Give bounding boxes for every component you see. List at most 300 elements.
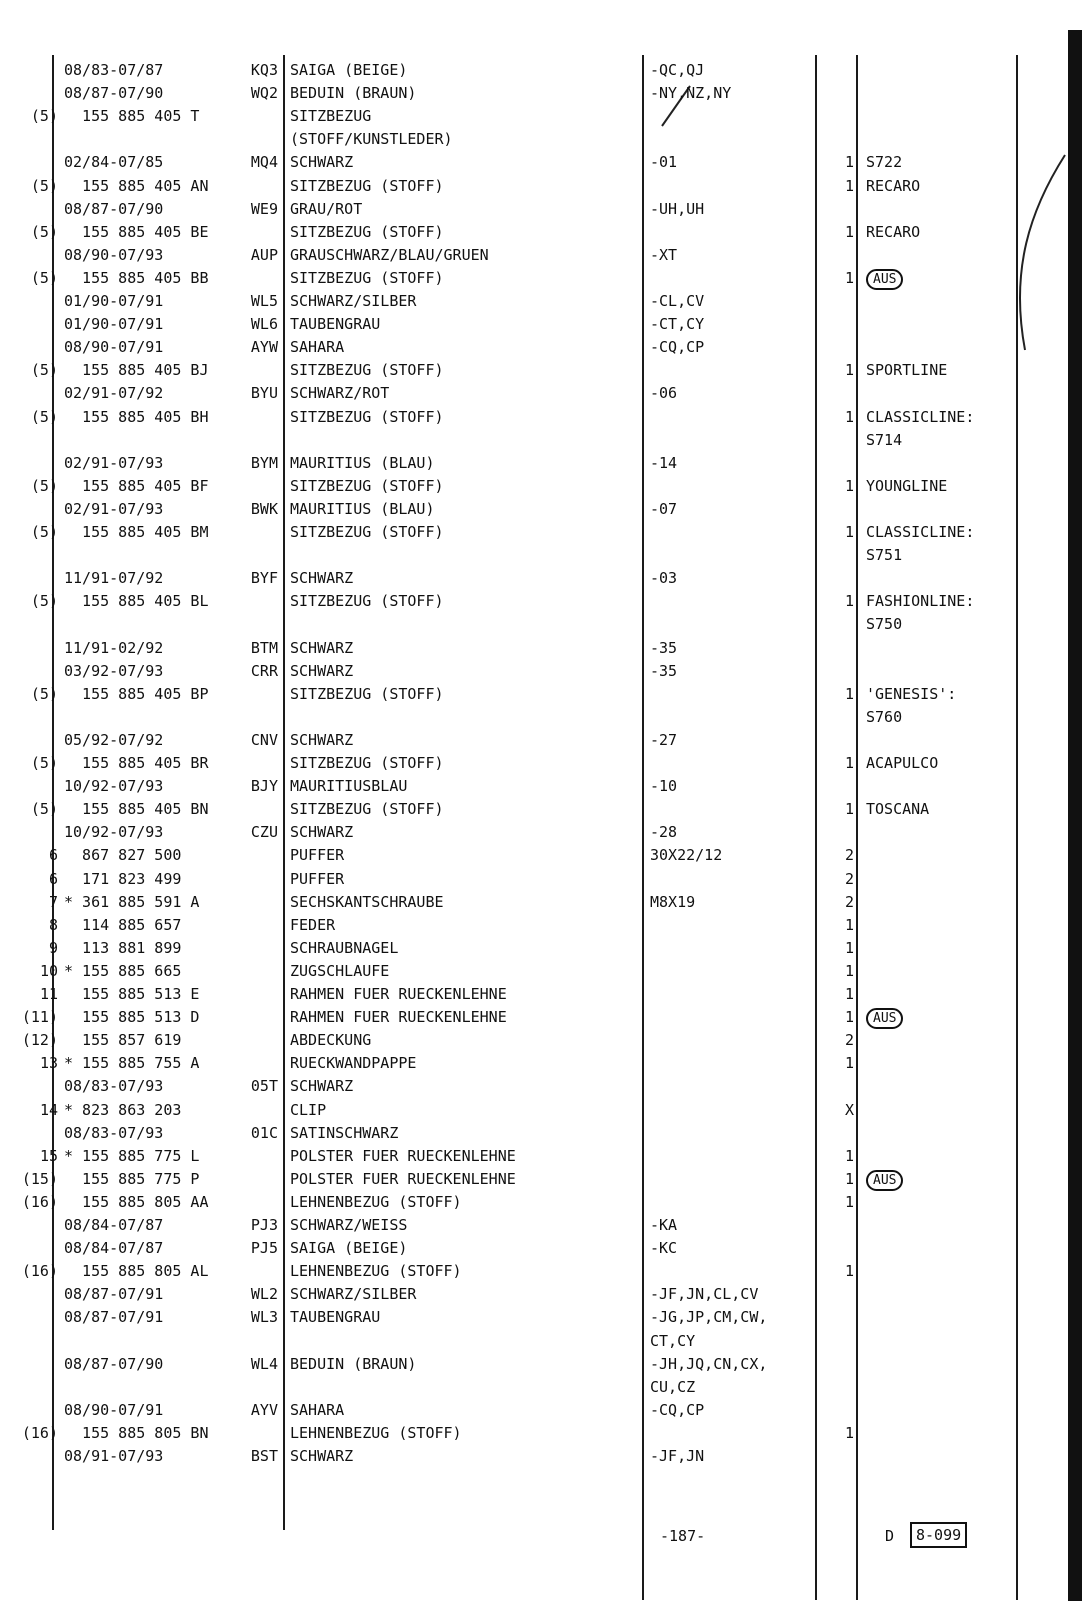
part-number-cell: * 155 885 665	[64, 961, 182, 980]
part-number-cell: 155 885 405 BN	[64, 800, 209, 819]
part-number-cell: 05/92-07/92	[64, 730, 164, 749]
description-cell: GRAU/ROT	[290, 199, 363, 218]
note-cell: S714	[866, 430, 903, 449]
note-cell: S722	[866, 153, 903, 172]
description-cell: MAURITIUS (BLAU)	[290, 453, 435, 472]
table-row	[0, 1145, 1060, 1168]
note-cell: CLASSICLINE:	[866, 407, 975, 426]
quantity-cell: 1	[844, 961, 854, 980]
table-row	[0, 429, 1060, 452]
position-cell: 6	[48, 846, 58, 865]
quantity-cell: 2	[844, 869, 854, 888]
quantity-cell: 1	[844, 684, 854, 703]
part-number-cell: 114 885 657	[64, 915, 182, 934]
remark-cell: -JF,JN	[650, 1447, 705, 1465]
quantity-cell: 1	[844, 153, 854, 172]
part-number-cell: 155 885 405 AN	[64, 176, 209, 195]
color-code-cell: 01C	[250, 1123, 278, 1142]
description-cell: SITZBEZUG (STOFF)	[290, 268, 444, 287]
part-number-cell: 08/90-07/91	[64, 338, 164, 357]
quantity-cell: 1	[844, 1054, 854, 1073]
description-cell: TAUBENGRAU	[290, 1308, 381, 1327]
part-number-cell: 08/83-07/93	[64, 1077, 164, 1096]
quantity-cell: 1	[844, 1146, 854, 1165]
table-row	[0, 1376, 1060, 1399]
remark-cell: -NY,NZ,NY	[650, 84, 732, 103]
quantity-cell: 1	[844, 985, 854, 1003]
remark-cell: -03	[650, 569, 678, 588]
table-row	[0, 151, 1060, 174]
remark-cell: M8X19	[650, 892, 696, 911]
table-row	[0, 244, 1060, 267]
table-row	[0, 198, 1060, 221]
table-row	[0, 1260, 1060, 1283]
part-number-cell: 155 885 405 BR	[64, 754, 209, 772]
part-number-cell: 155 885 405 BL	[64, 592, 209, 611]
table-row	[0, 637, 1060, 660]
description-cell: SECHSKANTSCHRAUBE	[290, 892, 444, 911]
description-cell: SITZBEZUG	[290, 107, 372, 126]
table-row	[0, 1006, 1060, 1029]
color-code-cell: CNV	[250, 730, 278, 749]
color-code-cell: AUP	[250, 245, 278, 264]
description-cell: SAHARA	[290, 338, 345, 357]
part-number-cell: 155 885 775 P	[64, 1169, 200, 1188]
description-cell: SITZBEZUG (STOFF)	[290, 222, 444, 241]
description-cell: BEDUIN (BRAUN)	[290, 1354, 417, 1373]
table-row	[0, 221, 1060, 244]
position-cell: (15)	[21, 1169, 58, 1188]
position-cell: 11	[39, 985, 58, 1003]
position-cell: (5)	[30, 800, 58, 819]
position-cell: (5)	[30, 176, 58, 195]
table-row	[0, 868, 1060, 891]
remark-cell: CU,CZ	[650, 1377, 696, 1396]
part-number-cell: 08/83-07/93	[64, 1123, 164, 1142]
description-cell: LEHNENBEZUG (STOFF)	[290, 1262, 462, 1281]
part-number-cell: 155 885 405 BE	[64, 222, 209, 241]
remark-cell: -JH,JQ,CN,CX,	[650, 1354, 768, 1373]
part-number-cell: 155 885 405 BF	[64, 476, 209, 495]
table-row	[0, 1214, 1060, 1237]
color-code-cell: PJ3	[250, 1216, 278, 1234]
position-cell: (5)	[30, 592, 58, 611]
table-row	[0, 1237, 1060, 1260]
color-code-cell: WE9	[250, 199, 278, 218]
description-cell: SITZBEZUG (STOFF)	[290, 523, 444, 541]
remark-cell: -XT	[650, 245, 678, 264]
part-number-cell: * 823 863 203	[64, 1100, 182, 1119]
table-row	[0, 105, 1060, 128]
quantity-cell: 1	[844, 592, 854, 611]
table-row	[0, 336, 1060, 359]
description-cell: PUFFER	[290, 846, 345, 865]
remark-cell: -27	[650, 730, 678, 749]
note-cell: TOSCANA	[866, 800, 930, 819]
note-cell: RECARO	[866, 176, 921, 195]
aus-stamp: AUS	[866, 1008, 903, 1029]
description-cell: ABDECKUNG	[290, 1031, 372, 1050]
table-row	[0, 1191, 1060, 1214]
aus-stamp: AUS	[866, 1170, 903, 1191]
position-cell: 13	[39, 1054, 58, 1073]
color-code-cell: 05T	[250, 1077, 278, 1096]
description-cell: SAIGA (BEIGE)	[290, 1239, 408, 1258]
note-cell: S760	[866, 707, 903, 726]
position-cell: 8	[48, 915, 58, 934]
part-number-cell: 155 885 405 BB	[64, 268, 209, 287]
table-row	[0, 844, 1060, 867]
part-number-cell: * 361 885 591 A	[64, 892, 200, 911]
note-cell: FASHIONLINE:	[866, 592, 975, 611]
part-number-cell: 155 857 619	[64, 1031, 182, 1050]
part-number-cell: 155 885 805 BN	[64, 1423, 209, 1442]
quantity-cell: 1	[844, 523, 854, 541]
part-number-cell: 08/91-07/93	[64, 1447, 164, 1465]
note-cell: ACAPULCO	[866, 754, 939, 772]
quantity-cell: 1	[844, 222, 854, 241]
position-cell: (16)	[21, 1192, 58, 1211]
table-row	[0, 613, 1060, 636]
table-row	[0, 937, 1060, 960]
description-cell: BEDUIN (BRAUN)	[290, 84, 417, 103]
color-code-cell: WL4	[250, 1354, 278, 1373]
description-cell: SCHWARZ/SILBER	[290, 292, 417, 310]
table-row	[0, 498, 1060, 521]
table-row	[0, 267, 1060, 290]
color-code-cell: WL5	[250, 292, 278, 310]
color-code-cell: PJ5	[250, 1239, 278, 1258]
table-row	[0, 1399, 1060, 1422]
remark-cell: -10	[650, 777, 678, 796]
part-number-cell: 08/84-07/87	[64, 1216, 164, 1234]
part-number-cell: 01/90-07/91	[64, 315, 164, 334]
table-row	[0, 706, 1060, 729]
description-cell: SITZBEZUG (STOFF)	[290, 176, 444, 195]
part-number-cell: 08/87-07/91	[64, 1285, 164, 1304]
position-cell: 10	[39, 961, 58, 980]
part-number-cell: 155 885 405 BJ	[64, 361, 209, 380]
part-number-cell: 11/91-02/92	[64, 638, 164, 657]
table-row	[0, 567, 1060, 590]
color-code-cell: AYV	[250, 1400, 278, 1419]
position-cell: (11)	[21, 1008, 58, 1027]
d-label: D	[885, 1527, 895, 1545]
part-number-cell: 155 885 513 E	[64, 985, 200, 1003]
part-number-cell: 08/87-07/90	[64, 1354, 164, 1373]
color-code-cell: BST	[250, 1447, 278, 1465]
table-row	[0, 891, 1060, 914]
color-code-cell: KQ3	[250, 61, 278, 79]
quantity-cell: 2	[844, 1031, 854, 1050]
description-cell: SCHWARZ/ROT	[290, 384, 390, 403]
position-cell: 9	[48, 938, 58, 957]
table-row	[0, 660, 1060, 683]
description-cell: SCHWARZ	[290, 730, 354, 749]
remark-cell: -06	[650, 384, 678, 403]
quantity-cell: 1	[844, 754, 854, 772]
table-row	[0, 313, 1060, 336]
position-cell: (16)	[21, 1262, 58, 1281]
table-row	[0, 1029, 1060, 1052]
color-code-cell: BYF	[250, 569, 278, 588]
part-number-cell: 155 885 805 AA	[64, 1192, 209, 1211]
quantity-cell: 1	[844, 476, 854, 495]
table-row	[0, 798, 1060, 821]
table-row	[0, 1122, 1060, 1145]
part-number-cell: 08/87-07/91	[64, 1308, 164, 1327]
table-row	[0, 290, 1060, 313]
position-cell: 15	[39, 1146, 58, 1165]
part-number-cell: 171 823 499	[64, 869, 182, 888]
description-cell: SCHWARZ	[290, 569, 354, 588]
remark-cell: -CQ,CP	[650, 1400, 705, 1419]
position-cell: 6	[48, 869, 58, 888]
description-cell: POLSTER FUER RUECKENLEHNE	[290, 1146, 516, 1165]
quantity-cell: 1	[844, 915, 854, 934]
table-row	[0, 359, 1060, 382]
color-code-cell: BWK	[250, 499, 278, 518]
quantity-cell: 1	[844, 361, 854, 380]
position-cell: (5)	[30, 684, 58, 703]
part-number-cell: 113 881 899	[64, 938, 182, 957]
remark-cell: -28	[650, 823, 678, 842]
remark-cell: -JF,JN,CL,CV	[650, 1285, 759, 1304]
note-cell: CLASSICLINE:	[866, 523, 975, 541]
table-row	[0, 1330, 1060, 1353]
description-cell: CLIP	[290, 1100, 327, 1119]
description-cell: SCHWARZ	[290, 638, 354, 657]
remark-cell: -07	[650, 499, 678, 518]
quantity-cell: 1	[844, 407, 854, 426]
table-row	[0, 1052, 1060, 1075]
remark-cell: -QC,QJ	[650, 61, 705, 79]
part-number-cell: 10/92-07/93	[64, 823, 164, 842]
table-row	[0, 475, 1060, 498]
remark-cell: -KC	[650, 1239, 678, 1258]
table-row	[0, 128, 1060, 151]
table-row	[0, 683, 1060, 706]
table-row	[0, 521, 1060, 544]
color-code-cell: BYM	[250, 453, 278, 472]
table-row	[0, 1075, 1060, 1098]
table-row	[0, 82, 1060, 105]
quantity-cell: 1	[844, 1423, 854, 1442]
quantity-cell: 1	[844, 176, 854, 195]
part-number-cell: 08/83-07/87	[64, 61, 164, 79]
remark-cell: -01	[650, 153, 678, 172]
quantity-cell: 2	[844, 892, 854, 911]
remark-cell: -CT,CY	[650, 315, 705, 334]
description-cell: LEHNENBEZUG (STOFF)	[290, 1423, 462, 1442]
position-cell: (5)	[30, 268, 58, 287]
position-cell: (16)	[21, 1423, 58, 1442]
remark-cell: CT,CY	[650, 1331, 696, 1350]
quantity-cell: 1	[844, 1192, 854, 1211]
table-row	[0, 452, 1060, 475]
position-cell: (5)	[30, 107, 58, 126]
description-cell: PUFFER	[290, 869, 345, 888]
description-cell: SCHWARZ	[290, 1447, 354, 1465]
description-cell: SITZBEZUG (STOFF)	[290, 361, 444, 380]
quantity-cell: 1	[844, 268, 854, 287]
part-number-cell: 02/91-07/92	[64, 384, 164, 403]
quantity-cell: 1	[844, 1169, 854, 1188]
description-cell: SITZBEZUG (STOFF)	[290, 407, 444, 426]
quantity-cell: 1	[844, 800, 854, 819]
table-row	[0, 175, 1060, 198]
description-cell: RAHMEN FUER RUECKENLEHNE	[290, 985, 507, 1003]
part-number-cell: 08/90-07/93	[64, 245, 164, 264]
description-cell: SITZBEZUG (STOFF)	[290, 684, 444, 703]
part-number-cell: 08/87-07/90	[64, 199, 164, 218]
aus-stamp: AUS	[866, 269, 903, 290]
description-cell: SAIGA (BEIGE)	[290, 61, 408, 79]
table-row	[0, 406, 1060, 429]
description-cell: SCHWARZ	[290, 1077, 354, 1096]
description-cell: GRAUSCHWARZ/BLAU/GRUEN	[290, 245, 489, 264]
table-row	[0, 544, 1060, 567]
part-number-cell: 02/91-07/93	[64, 499, 164, 518]
description-cell: RAHMEN FUER RUECKENLEHNE	[290, 1008, 507, 1027]
table-row	[0, 821, 1060, 844]
description-cell: LEHNENBEZUG (STOFF)	[290, 1192, 462, 1211]
part-number-cell: * 155 885 775 L	[64, 1146, 200, 1165]
position-cell: (5)	[30, 523, 58, 541]
position-cell: (12)	[21, 1031, 58, 1050]
remark-cell: 30X22/12	[650, 846, 723, 865]
part-number-cell: 867 827 500	[64, 846, 182, 865]
part-number-cell: 11/91-07/92	[64, 569, 164, 588]
color-code-cell: BJY	[250, 777, 278, 796]
description-cell: MAURITIUSBLAU	[290, 777, 408, 796]
table-row	[0, 983, 1060, 1006]
description-cell: SCHWARZ	[290, 153, 354, 172]
description-cell: SCHWARZ/WEISS	[290, 1216, 408, 1234]
table-row	[0, 960, 1060, 983]
quantity-cell: 1	[844, 1008, 854, 1027]
description-cell: FEDER	[290, 915, 336, 934]
note-cell: 'GENESIS':	[866, 684, 957, 703]
remark-cell: -35	[650, 661, 678, 680]
remark-cell: -JG,JP,CM,CW,	[650, 1308, 768, 1327]
part-number-cell: 155 885 405 T	[64, 107, 200, 126]
position-cell: (5)	[30, 222, 58, 241]
quantity-cell: 1	[844, 1262, 854, 1281]
table-row	[0, 914, 1060, 937]
color-code-cell: CRR	[250, 661, 278, 680]
color-code-cell: AYW	[250, 338, 278, 357]
position-cell: (5)	[30, 754, 58, 772]
description-cell: SITZBEZUG (STOFF)	[290, 800, 444, 819]
note-cell: RECARO	[866, 222, 921, 241]
color-code-cell: BTM	[250, 638, 278, 657]
part-number-cell: 08/90-07/91	[64, 1400, 164, 1419]
part-number-cell: 155 885 405 BM	[64, 523, 209, 541]
table-row	[0, 1353, 1060, 1376]
description-cell: MAURITIUS (BLAU)	[290, 499, 435, 518]
part-number-cell: 08/84-07/87	[64, 1239, 164, 1258]
description-cell: (STOFF/KUNSTLEDER)	[290, 130, 453, 149]
part-number-cell: 10/92-07/93	[64, 777, 164, 796]
color-code-cell: WQ2	[250, 84, 278, 103]
color-code-cell: WL6	[250, 315, 278, 334]
color-code-cell: CZU	[250, 823, 278, 842]
part-number-cell: 03/92-07/93	[64, 661, 164, 680]
table-row	[0, 59, 1060, 82]
position-cell: 7	[48, 892, 58, 911]
part-number-cell: * 155 885 755 A	[64, 1054, 200, 1073]
table-row	[0, 1422, 1060, 1445]
quantity-cell: 2	[844, 846, 854, 865]
part-number-cell: 01/90-07/91	[64, 292, 164, 310]
page-number: -187-	[660, 1527, 706, 1545]
remark-cell: -UH,UH	[650, 199, 705, 218]
table-row	[0, 1168, 1060, 1191]
color-code-cell: WL3	[250, 1308, 278, 1327]
color-code-cell: MQ4	[250, 153, 278, 172]
description-cell: ZUGSCHLAUFE	[290, 961, 390, 980]
page-code-box: 8-099	[910, 1522, 967, 1548]
description-cell: SCHWARZ/SILBER	[290, 1285, 417, 1304]
table-row	[0, 1306, 1060, 1329]
quantity-cell: 1	[844, 938, 854, 957]
position-cell: (5)	[30, 361, 58, 380]
part-number-cell: 155 885 513 D	[64, 1008, 200, 1027]
description-cell: RUECKWANDPAPPE	[290, 1054, 417, 1073]
quantity-cell: X	[844, 1100, 854, 1119]
table-row	[0, 729, 1060, 752]
table-row	[0, 590, 1060, 613]
part-number-cell: 155 885 405 BH	[64, 407, 209, 426]
remark-cell: -14	[650, 453, 678, 472]
position-cell: (5)	[30, 407, 58, 426]
color-code-cell: WL2	[250, 1285, 278, 1304]
table-row	[0, 752, 1060, 775]
table-row	[0, 775, 1060, 798]
description-cell: SCHWARZ	[290, 823, 354, 842]
description-cell: SATINSCHWARZ	[290, 1123, 399, 1142]
description-cell: SITZBEZUG (STOFF)	[290, 476, 444, 495]
description-cell: TAUBENGRAU	[290, 315, 381, 334]
table-row	[0, 1445, 1060, 1468]
table-row	[0, 382, 1060, 405]
note-cell: SPORTLINE	[866, 361, 948, 380]
part-number-cell: 155 885 405 BP	[64, 684, 209, 703]
description-cell: POLSTER FUER RUECKENLEHNE	[290, 1169, 516, 1188]
part-number-cell: 02/84-07/85	[64, 153, 164, 172]
scan-edge-bar	[1068, 30, 1082, 1601]
description-cell: SAHARA	[290, 1400, 345, 1419]
note-cell: S750	[866, 615, 903, 634]
description-cell: SCHRAUBNAGEL	[290, 938, 399, 957]
remark-cell: -CL,CV	[650, 292, 705, 310]
description-cell: SITZBEZUG (STOFF)	[290, 592, 444, 611]
table-row	[0, 1099, 1060, 1122]
remark-cell: -CQ,CP	[650, 338, 705, 357]
part-number-cell: 02/91-07/93	[64, 453, 164, 472]
note-cell: S751	[866, 546, 903, 565]
position-cell: 14	[39, 1100, 58, 1119]
remark-cell: -35	[650, 638, 678, 657]
remark-cell: -KA	[650, 1216, 678, 1234]
description-cell: SCHWARZ	[290, 661, 354, 680]
table-row	[0, 1283, 1060, 1306]
color-code-cell: BYU	[250, 384, 278, 403]
note-cell: YOUNGLINE	[866, 476, 948, 495]
part-number-cell: 08/87-07/90	[64, 84, 164, 103]
description-cell: SITZBEZUG (STOFF)	[290, 754, 444, 772]
